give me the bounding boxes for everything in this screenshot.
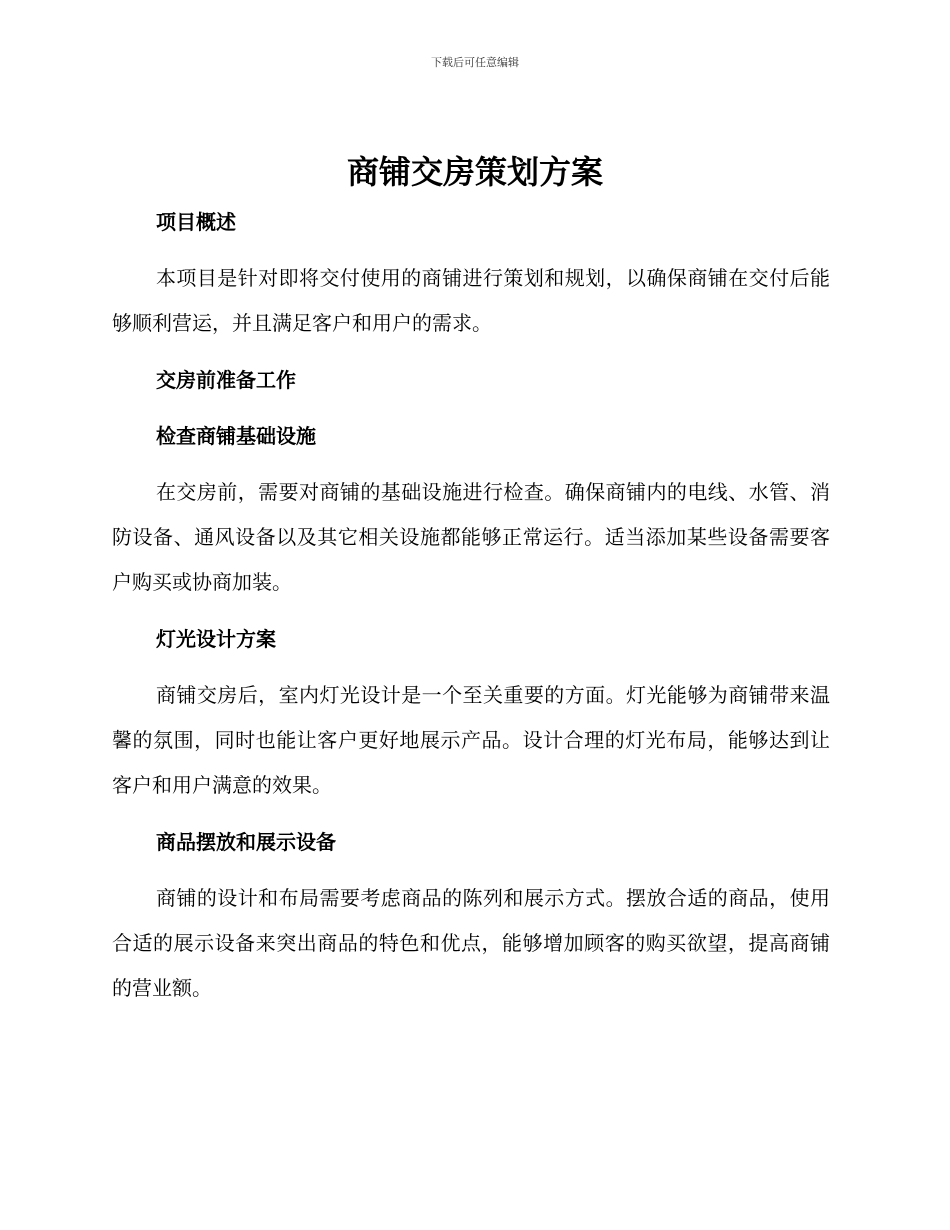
section-lighting [112, 617, 830, 808]
section-heading: 商品摆放和展示设备 [156, 830, 336, 854]
document-body [112, 200, 830, 1011]
section-overview [112, 200, 830, 346]
section-heading: 灯光设计方案 [156, 627, 276, 651]
section-heading: 项目概述 [156, 210, 236, 234]
section-paragraph: 商铺交房后，室内灯光设计是一个至关重要的方面。灯光能够为商铺带来温馨的氛围，同时也能让客户更好地展示产品。设计合理的灯光布局，能够达到让客户和用户满意的效果。 [112, 683, 830, 797]
section-paragraph: 商铺的设计和布局需要考虑商品的陈列和展示方式。摆放合适的商品，使用合适的展示设备来突出商品的特色和优点，能够增加顾客的购买欲望，提高商铺的营业额。 [112, 886, 830, 1000]
section-paragraph: 本项目是针对即将交付使用的商铺进行策划和规划，以确保商铺在交付后能够顺利营运，并且满足客户和用户的需求。 [112, 266, 830, 335]
section-display [112, 820, 830, 1011]
section-infrastructure [112, 414, 830, 605]
section-paragraph: 在交房前，需要对商铺的基础设施进行检查。确保商铺内的电线、水管、消防设备、通风设备以及其它相关设施都能够正常运行。适当添加某些设备需要客户购买或协商加装。 [112, 480, 830, 594]
section-heading: 检查商铺基础设施 [156, 424, 316, 448]
header-note: 下载后可任意编辑 [431, 56, 519, 69]
section-heading: 交房前准备工作 [156, 368, 296, 392]
document-title: 商铺交房策划方案 [346, 153, 603, 191]
section-preparation [112, 358, 830, 402]
